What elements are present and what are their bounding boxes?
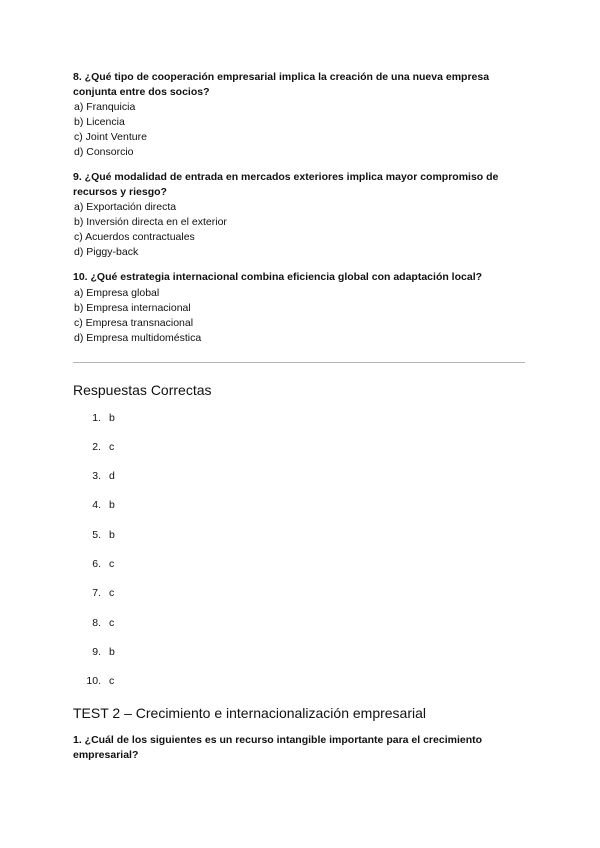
answer-number: 1. [92, 411, 101, 424]
answer-number: 8. [92, 616, 101, 629]
question-title: 1. ¿Cuál de los siguientes es un recurso intangible importante para el crecimiento empresarial? [73, 734, 483, 761]
question-title: 10. ¿Qué estrategia internacional combina eficiencia global con adaptación local? [73, 271, 483, 283]
answer-letter: c [109, 616, 115, 629]
option-b: b) Empresa internacional [74, 301, 191, 314]
answer-item [73, 675, 525, 704]
answer-number: 7. [92, 587, 101, 600]
answer-number: 4. [92, 499, 101, 512]
option-d: d) Empresa multidoméstica [74, 331, 202, 344]
answer-number: 5. [92, 528, 101, 541]
answer-item [73, 529, 525, 558]
option-b: b) Inversión directa en el exterior [74, 216, 227, 228]
answers-heading: Respuestas Correctas [73, 381, 212, 398]
option-a: a) Franquicia [74, 101, 136, 113]
question-10 [73, 270, 525, 346]
answer-item [73, 441, 525, 470]
answer-item [73, 558, 525, 587]
answer-item [73, 587, 525, 616]
question-title: 8. ¿Qué tipo de cooperación empresarial implica la creación de una nueva empresa conjunta entre dos socios? [73, 71, 490, 98]
answer-number: 3. [92, 470, 101, 483]
section-divider [73, 362, 525, 363]
answers-list [73, 412, 525, 705]
option-b: b) Licencia [74, 116, 125, 128]
option-c: c) Empresa transnacional [74, 316, 194, 329]
option-c: c) Acuerdos contractuales [74, 231, 195, 243]
document-page [73, 70, 525, 763]
question-title: 9. ¿Qué modalidad de entrada en mercados exteriores implica mayor compromiso de recursos y riesgo? [73, 171, 499, 198]
answer-item [73, 617, 525, 646]
option-a: a) Empresa global [74, 286, 160, 299]
option-c: c) Joint Venture [74, 131, 147, 143]
option-d: d) Piggy-back [74, 246, 139, 258]
answer-number: 2. [92, 440, 101, 453]
answer-letter: c [109, 587, 115, 600]
test2-question-1 [73, 733, 525, 762]
answer-item [73, 470, 525, 499]
answer-letter: b [109, 411, 115, 424]
answer-number: 9. [92, 645, 101, 658]
option-d: d) Consorcio [74, 146, 134, 158]
answer-letter: c [109, 440, 115, 453]
answer-letter: b [109, 645, 115, 658]
answer-item [73, 412, 525, 441]
test2-heading: TEST 2 – Crecimiento e internacionalización empresarial [73, 705, 427, 722]
question-9 [73, 170, 525, 260]
answer-item [73, 646, 525, 675]
answer-item [73, 499, 525, 528]
answer-letter: c [109, 675, 115, 688]
question-8 [73, 70, 525, 160]
option-a: a) Exportación directa [74, 201, 177, 213]
answer-number: 6. [92, 557, 101, 570]
answer-letter: b [109, 528, 115, 541]
answer-letter: b [109, 499, 115, 512]
answer-number: 10. [86, 675, 101, 688]
answer-letter: c [109, 557, 115, 570]
answer-letter: d [109, 470, 115, 483]
